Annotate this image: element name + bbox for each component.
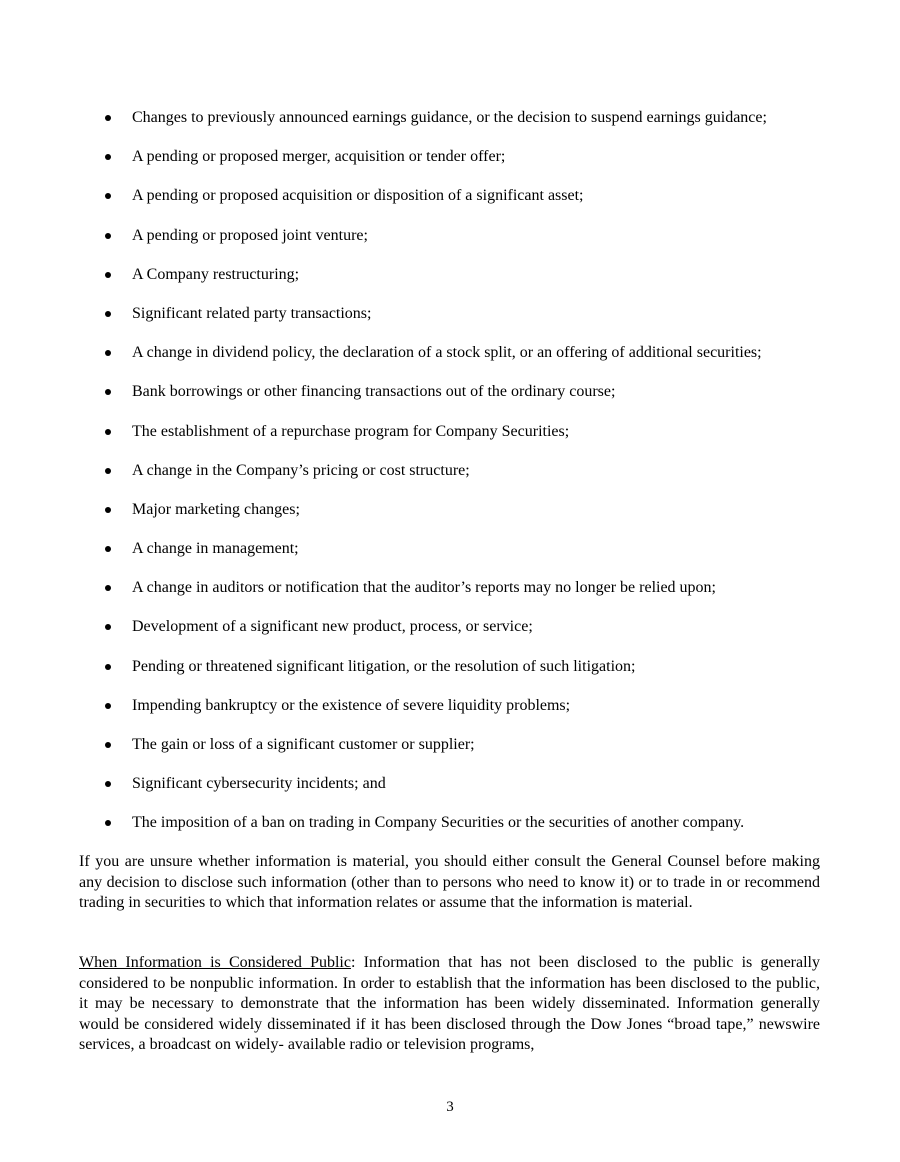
public-information-paragraph — [79, 953, 820, 1056]
list-item — [100, 145, 840, 184]
section-heading: When Information is Considered Public — [79, 954, 351, 971]
list-item-text: Major marketing changes; — [132, 500, 300, 518]
list-item-text: Changes to previously announced earnings guidance, or the decision to suspend earnings guidance; — [132, 109, 767, 126]
list-item — [100, 459, 840, 498]
list-item-text: The establishment of a repurchase program for Company Securities; — [132, 422, 570, 440]
bullet-icon — [105, 585, 111, 591]
bullet-icon — [105, 781, 111, 787]
bullet-icon — [105, 233, 111, 239]
list-item-text: Bank borrowings or other financing transactions out of the ordinary course; — [132, 383, 616, 401]
list-item — [100, 811, 840, 850]
list-item-text: A change in the Company’s pricing or cost structure; — [132, 461, 470, 479]
list-item — [100, 655, 840, 694]
bullet-icon — [105, 664, 111, 670]
list-item-text: A Company restructuring; — [132, 265, 300, 283]
list-item — [100, 498, 840, 537]
bullet-icon — [105, 154, 111, 160]
bullet-icon — [105, 311, 111, 317]
list-item-text: The imposition of a ban on trading in Company Securities or the securities of another company. — [132, 814, 745, 832]
list-item — [100, 224, 840, 263]
bullet-icon — [105, 429, 111, 435]
list-item — [100, 772, 840, 811]
bullet-icon — [105, 468, 111, 474]
list-item — [100, 263, 840, 302]
list-item-text: The gain or loss of a significant customer or supplier; — [132, 736, 475, 753]
list-item — [100, 302, 840, 341]
bullet-icon — [105, 546, 111, 552]
list-item-text: A change in management; — [132, 540, 299, 558]
list-item-text: A pending or proposed merger, acquisition or tender offer; — [132, 148, 506, 166]
list-item-text: Pending or threatened significant litigation, or the resolution of such litigation; — [132, 657, 636, 675]
list-item — [100, 733, 840, 772]
list-item — [100, 420, 840, 459]
list-item — [100, 106, 840, 145]
list-item — [100, 184, 840, 223]
bullet-icon — [105, 820, 111, 826]
bullet-icon — [105, 703, 111, 709]
section-body: : Information that has not been disclosed to the public is generally considered to be nonpublic information. In order to establish that the information has been disclosed to the public, it may be necessary to demonstrate that the information has been widely disseminated. Information generally would be considered widely disseminated if it has been disclosed through the Dow Jones “broad tape,” newswire services, a broadcast on widely- available radio or television programs, — [79, 954, 821, 1053]
bullet-icon — [105, 742, 111, 748]
list-item-text: A pending or proposed acquisition or disposition of a significant asset; — [132, 187, 584, 205]
list-item — [100, 576, 840, 615]
bullet-icon — [105, 272, 111, 278]
bullet-icon — [105, 115, 111, 121]
page-number: 3 — [446, 1099, 454, 1115]
list-item-text: A pending or proposed joint venture; — [132, 226, 368, 244]
materiality-paragraph: If you are unsure whether information is material, you should either consult the General Counsel before making any decision to disclose such information (other than to persons who need to know it) or to trade in or recommend trading in securities to which that information relates or assume that the information is material. — [79, 853, 820, 911]
material-information-list — [100, 106, 840, 851]
list-item — [100, 341, 840, 380]
bullet-icon — [105, 507, 111, 513]
bullet-icon — [105, 389, 111, 395]
bullet-icon — [105, 193, 111, 199]
bullet-icon — [105, 624, 111, 630]
list-item-text: Significant related party transactions; — [132, 304, 372, 322]
list-item-text: A change in dividend policy, the declaration of a stock split, or an offering of additional securities; — [132, 344, 762, 362]
list-item-text: Impending bankruptcy or the existence of severe liquidity problems; — [132, 696, 571, 714]
list-item — [100, 694, 840, 733]
list-item-text: Significant cybersecurity incidents; and — [132, 775, 386, 793]
list-item-text: Development of a significant new product, process, or service; — [132, 618, 533, 636]
list-item-text: A change in auditors or notification that the auditor’s reports may no longer be relied upon; — [132, 579, 716, 597]
list-item — [100, 615, 840, 654]
list-item — [100, 380, 840, 419]
bullet-icon — [105, 350, 111, 356]
list-item — [100, 537, 840, 576]
